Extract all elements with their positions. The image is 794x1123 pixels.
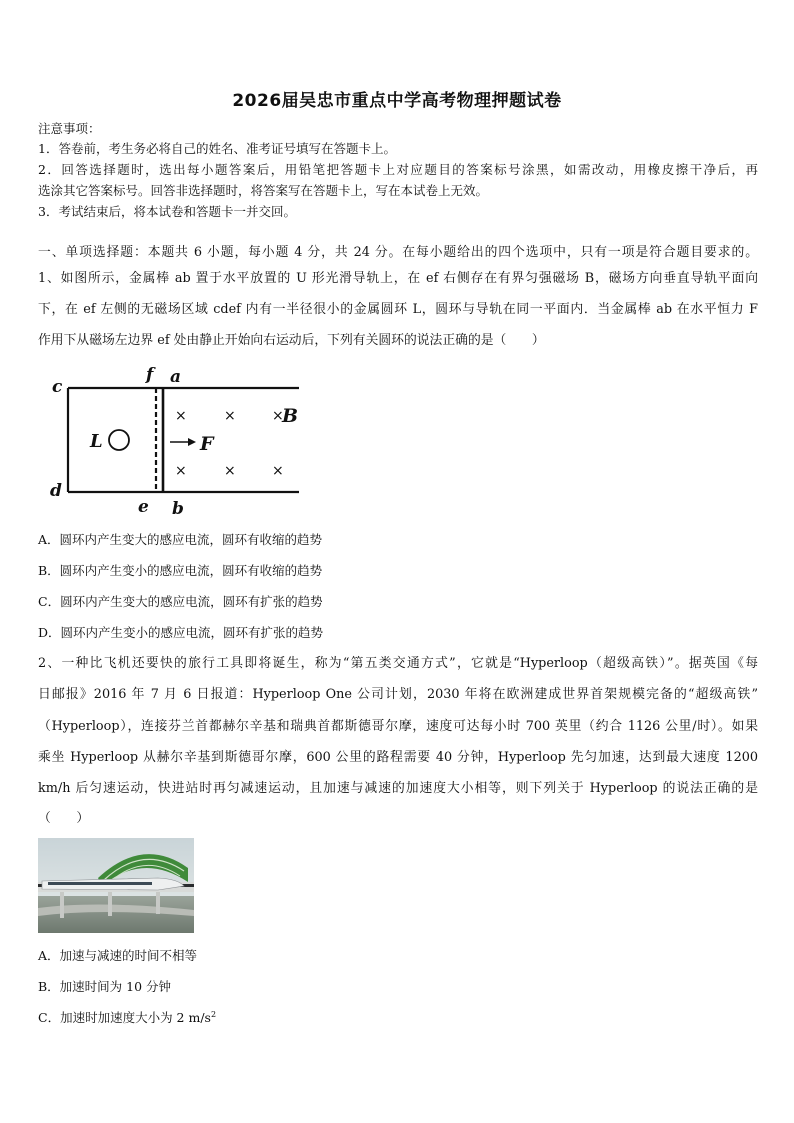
page-title: 2026届吴忠市重点中学高考物理押题试卷	[232, 91, 562, 111]
q2-text-line-1: 2、一种比飞机还要快的旅行工具即将诞生，称为“第五类交通方式”，它就是“Hyperloop（超级高铁）”。据英国《每	[38, 656, 758, 671]
q2-text-line-4: 乘坐 Hyperloop 从赫尔辛基到斯德哥尔摩，600 公里的路程需要 40 分钟，Hyperloop 先匀加速，达到最大速度 1200	[38, 750, 758, 765]
notice-item-3: 3．考试结束后，将本试卷和答题卡一并交回。	[38, 204, 296, 219]
label-F: F	[200, 433, 214, 455]
field-cross: ×	[272, 408, 284, 424]
label-d: d	[50, 481, 62, 501]
arrow-head-icon	[188, 438, 196, 446]
label-c: c	[52, 377, 63, 397]
label-L: L	[90, 431, 103, 452]
q1-text-line-1: 1、如图所示，金属棒 ab 置于水平放置的 U 形光滑导轨上，在 ef 右侧存在有界匀强磁场 B，磁场方向垂直导轨平面向	[38, 271, 758, 286]
label-B: B	[282, 405, 299, 427]
label-f: f	[146, 365, 154, 385]
notice-item-2-cont: 选涂其它答案标号。回答非选择题时，将答案写在答题卡上，写在本试卷上无效。	[38, 183, 489, 198]
q1-option-c: C．圆环内产生变大的感应电流，圆环有扩张的趋势	[38, 594, 323, 609]
q1-option-b: B．圆环内产生变小的感应电流，圆环有收缩的趋势	[38, 563, 323, 578]
notice-item-2: 2．回答选择题时，选出每小题答案后，用铅笔把答题卡上对应题目的答案标号涂黑，如需改动，用橡皮擦干净后，再	[38, 162, 758, 177]
field-cross: ×	[175, 463, 187, 479]
q2-option-b: B．加速时间为 10 分钟	[38, 979, 172, 994]
label-b: b	[172, 499, 184, 519]
field-cross: ×	[224, 408, 236, 424]
q2-text-line-5: km/h 后匀速运动，快进站时再匀减速运动，且加速与减速的加速度大小相等，则下列关于 Hyperloop 的说法正确的是	[38, 781, 758, 796]
notice-heading: 注意事项：	[38, 121, 101, 136]
section-heading: 一、单项选择题：本题共 6 小题，每小题 4 分，共 24 分。在每小题给出的四个选项中，只有一项是符合题目要求的。	[38, 245, 758, 260]
q2-option-a: A．加速与减速的时间不相等	[38, 948, 198, 963]
field-cross: ×	[272, 463, 284, 479]
label-e: e	[138, 497, 149, 517]
metal-ring-L	[109, 430, 129, 450]
notice-item-1: 1．答卷前，考生务必将自己的姓名、准考证号填写在答题卡上。	[38, 141, 396, 156]
q2-option-c-text: C．加速时加速度大小为 2 m/s	[38, 1010, 211, 1025]
q1-option-a: A．圆环内产生变大的感应电流，圆环有收缩的趋势	[38, 532, 323, 547]
q2-option-c-exponent: 2	[210, 1009, 217, 1019]
label-a: a	[170, 367, 182, 387]
field-cross: ×	[224, 463, 236, 479]
hyperloop-photo	[38, 838, 194, 933]
q1-text-line-2: 下，在 ef 左侧的无磁场区域 cdef 内有一半径很小的金属圆环 L，圆环与导轨在同一平面内．当金属棒 ab 在水平恒力 F	[38, 302, 758, 317]
circuit-diagram	[44, 362, 314, 522]
q1-text-line-3: 作用下从磁场左边界 ef 处由静止开始向右运动后，下列有关圆环的说法正确的是（ ）	[38, 333, 545, 348]
field-cross: ×	[175, 408, 187, 424]
q2-option-c	[38, 1008, 216, 1026]
q2-text-line-6: （ ）	[38, 811, 90, 826]
q2-text-line-3: （Hyperloop），连接芬兰首都赫尔辛基和瑞典首都斯德哥尔摩，速度可达每小时 700 英里（约合 1126 公里/时）。如果	[38, 719, 758, 734]
q2-text-line-2: 日邮报》2016 年 7 月 6 日报道：Hyperloop One 公司计划，2030 年将在欧洲建成世界首架规模完备的“超级高铁”	[38, 687, 758, 702]
q1-option-d: D．圆环内产生变小的感应电流，圆环有扩张的趋势	[38, 625, 324, 640]
